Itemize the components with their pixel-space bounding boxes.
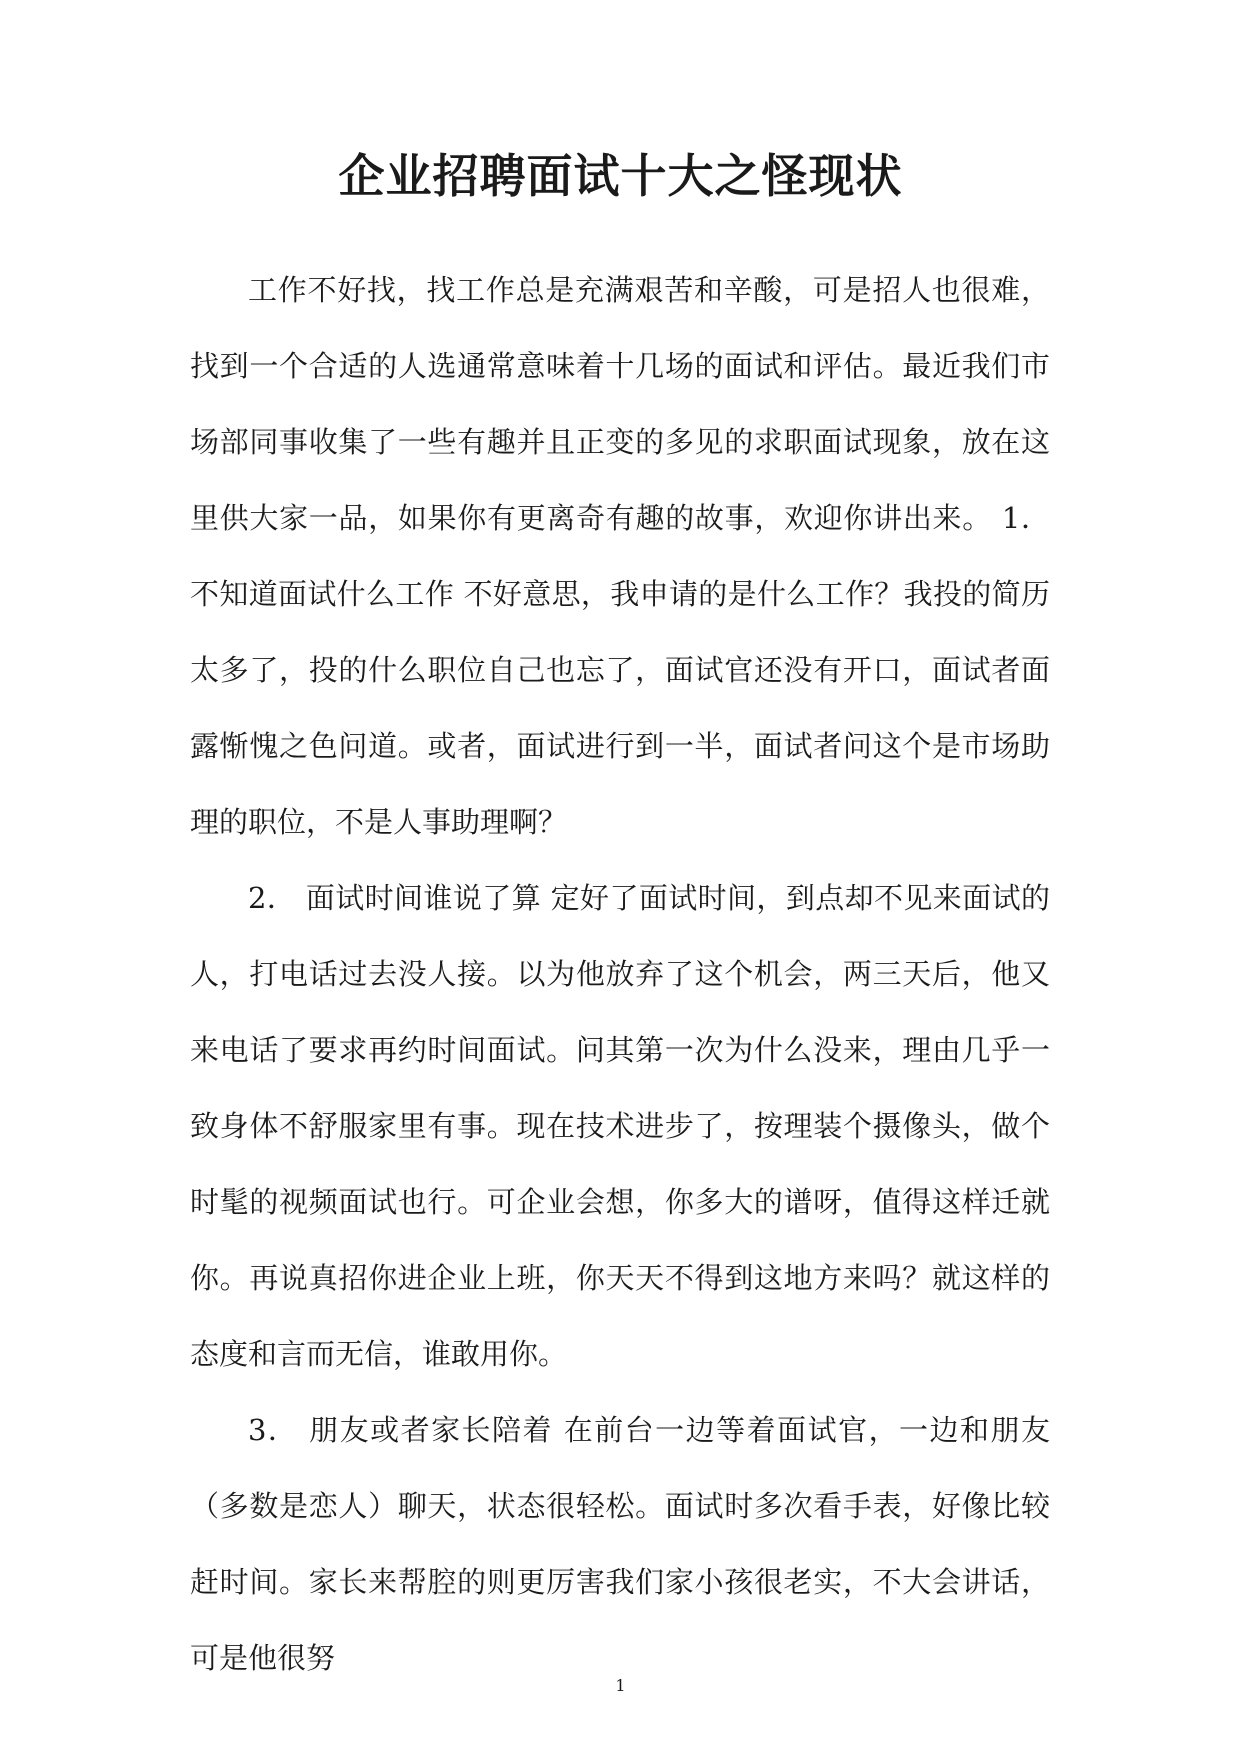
document-title: 企业招聘面试十大之怪现状 bbox=[338, 149, 903, 203]
document-body bbox=[190, 252, 1050, 1696]
paragraph-intro: 工作不好找，找工作总是充满艰苦和辛酸，可是招人也很难，找到一个合适的人选通常意味着十几场的面试和评估。最近我们市场部同事收集了一些有趣并且正变的多见的求职面试现象，放在这里供大家一品，如果你有更离奇有趣的故事，欢迎你讲出来。 1． 不知道面试什么工作 不好意思，我申请的是什么工作？我投的简历太多了，投的什么职位自己也忘了，面试官还没有开口，面试者面露惭愧之色问道。或者，面试进行到一半，面试者问这个是市场助理的职位，不是人事助理啊？ bbox=[190, 273, 1050, 839]
paragraph-item-3: 3． 朋友或者家长陪着 在前台一边等着面试官，一边和朋友（多数是恋人）聊天，状态很轻松。面试时多次看手表，好像比较赶时间。家长来帮腔的则更厉害我们家小孩很老实，不大会讲话，可是他很努 bbox=[190, 1413, 1050, 1675]
paragraph-item-2: 2． 面试时间谁说了算 定好了面试时间，到点却不见来面试的人，打电话过去没人接。以为他放弃了这个机会，两三天后，他又来电话了要求再约时间面试。问其第一次为什么没来，理由几乎一致身体不舒服家里有事。现在技术进步了，按理装个摄像头，做个时髦的视频面试也行。可企业会想，你多大的谱呀，值得这样迁就你。再说真招你进企业上班，你天天不得到这地方来吗？就这样的态度和言而无信，谁敢用你。 bbox=[190, 881, 1050, 1371]
page-number: 1 bbox=[615, 1676, 626, 1695]
